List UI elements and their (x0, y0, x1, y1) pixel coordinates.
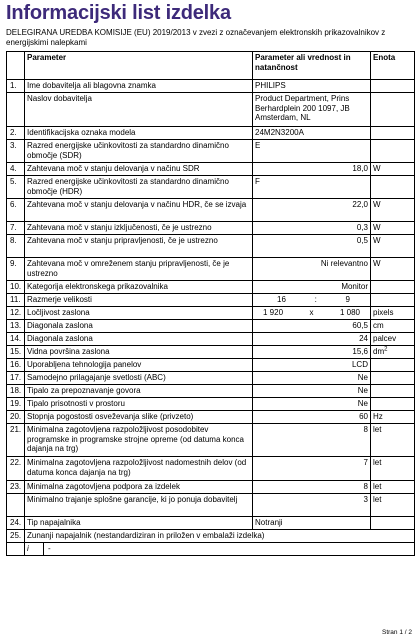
row-unit: pixels (371, 307, 415, 320)
table-header-row (7, 52, 415, 80)
row-label: Zahtevana moč v stanju delovanja v načinu SDR (25, 163, 253, 176)
table-row: 8. Zahtevana moč v stanju pripravljenosti, če je ustrezno 0,5 W (7, 235, 415, 258)
regulation-intro: DELEGIRANA UREDBA KOMISIJE (EU) 2019/2013 v zvezi z označevanjem elektronskih prikazovalnikov z energijskimi nalepkami (6, 28, 386, 47)
row-label: Minimalna zagotovljena podpora za izdelek (25, 481, 253, 494)
row-value (253, 294, 371, 307)
row-value: Ne (253, 398, 371, 411)
row-unit: W (371, 258, 415, 281)
header-parameter: Parameter (25, 52, 253, 80)
row-label: Tipalo za prepoznavanje govora (25, 385, 253, 398)
row-label: Naslov dobavitelja (25, 93, 253, 127)
table-row: 22. Minimalna zagotovljena razpoložljivost nadomestnih delov (od datuma konca dajanja na trg) 7 let (7, 457, 415, 481)
row-label: Ločljivost zaslona (25, 307, 253, 320)
row-unit: Hz (371, 411, 415, 424)
resolution-width: 1 920 (263, 308, 284, 317)
table-row: 6. Zahtevana moč v stanju delovanja v načinu HDR, če se izvaja 22,0 W (7, 199, 415, 222)
row-label: Zahtevana moč v stanju izključenosti, če je ustrezno (25, 222, 253, 235)
row-label: Zahtevana moč v stanju delovanja v načinu HDR, če se izvaja (25, 199, 253, 222)
resolution-height: 1 080 (339, 308, 360, 317)
row-label: Stopnja pogostosti osveževanja slike (privzeto) (25, 411, 253, 424)
row-unit: W (371, 163, 415, 176)
row-value: Ne (253, 372, 371, 385)
table-row: 14. Diagonala zaslona 24 palcev (7, 333, 415, 346)
row-value: F (253, 176, 371, 199)
row-value: PHILIPS (253, 80, 371, 93)
row-label: Vidna površina zaslona (25, 346, 253, 359)
row-value: Ni relevantno (253, 258, 371, 281)
row-label: Tipalo prisotnosti v prostoru (25, 398, 253, 411)
row-value: 15,6 (253, 346, 371, 359)
row-value: Monitor (253, 281, 371, 294)
table-row: 19. Tipalo prisotnosti v prostoru Ne (7, 398, 415, 411)
aspect-separator: : (314, 295, 317, 304)
row-value (253, 307, 371, 320)
sub-row-value: - (48, 544, 51, 553)
row-label: Minimalno trajanje splošne garancije, ki jo ponuja dobavitelj (25, 494, 253, 517)
table-row (7, 494, 415, 517)
aspect-height: 9 (345, 295, 350, 304)
row-value: E (253, 140, 371, 163)
row-value: LCD (253, 359, 371, 372)
row-value: 24M2N3200A (253, 127, 371, 140)
row-unit: W (371, 222, 415, 235)
row-unit: $dm^2$ (371, 346, 415, 359)
row-label: Ime dobavitelja ali blagovna znamka (25, 80, 253, 93)
row-value: Ne (253, 385, 371, 398)
table-row: 9. Zahtevana moč v omreženem stanju pripravljenosti, če je ustrezno Ni relevantno W (7, 258, 415, 281)
table-row: 24. Tip napajalnika Notranji (7, 517, 415, 530)
row-value: 7 (253, 457, 371, 481)
product-information-table (6, 51, 415, 556)
table-row: 3. Razred energijske učinkovitosti za standardno dinamično območje (SDR) E (7, 140, 415, 163)
row-unit: let (371, 481, 415, 494)
row-value: 3 (253, 494, 371, 517)
row-label: Razred energijske učinkovitosti za standardno dinamično območje (HDR) (25, 176, 253, 199)
row-value: 60,5 (253, 320, 371, 333)
table-row: 12. Ločljivost zaslona 1 920 x 1 080 pixels (7, 307, 415, 320)
table-row: 15. Vidna površina zaslona 15,6 $dm^2$ (7, 346, 415, 359)
table-row: 4. Zahtevana moč v stanju delovanja v načinu SDR 18,0 W (7, 163, 415, 176)
row-value: 60 (253, 411, 371, 424)
row-label: Samodejno prilagajanje svetlosti (ABC) (25, 372, 253, 385)
table-row: 21. Minimalna zagotovljena razpoložljivost posodobitev programske in programske strojne opreme (od datuma konca dajanja na trg) 8 let (7, 424, 415, 457)
aspect-width: 16 (277, 295, 286, 304)
sub-row (25, 543, 415, 556)
row-value: 0,5 (253, 235, 371, 258)
table-row: 2. Identifikacijska oznaka modela 24M2N3200A (7, 127, 415, 140)
document-title: Informacijski list izdelka (6, 2, 231, 24)
table-row: 7. Zahtevana moč v stanju izključenosti, če je ustrezno 0,3 W (7, 222, 415, 235)
table-row: 10. Kategorija elektronskega prikazovalnika Monitor (7, 281, 415, 294)
row-value: 8 (253, 481, 371, 494)
resolution-separator: x (309, 308, 314, 317)
row-label: Minimalna zagotovljena razpoložljivost nadomestnih delov (od datuma konca dajanja na trg) (25, 457, 253, 481)
table-row: 20. Stopnja pogostosti osveževanja slike (privzeto) 60 Hz (7, 411, 415, 424)
table-row: 13. Diagonala zaslona 60,5 cm (7, 320, 415, 333)
row-unit: let (371, 424, 415, 457)
row-label: Diagonala zaslona (25, 333, 253, 346)
row-unit: palcev (371, 333, 415, 346)
row-label: Diagonala zaslona (25, 320, 253, 333)
row-unit: cm (371, 320, 415, 333)
table-row: 23. Minimalna zagotovljena podpora za izdelek 8 let (7, 481, 415, 494)
row-label: Zahtevana moč v omreženem stanju pripravljenosti, če je ustrezno (25, 258, 253, 281)
table-row: 11. Razmerje velikosti 16 : 9 (7, 294, 415, 307)
sub-row-index: i (25, 543, 44, 555)
row-label: Zunanji napajalnik (nestandardiziran in priložen v embalaži izdelka) (25, 530, 415, 543)
row-unit: let (371, 457, 415, 481)
row-unit: let (371, 494, 415, 517)
row-label: Tip napajalnika (25, 517, 253, 530)
row-unit: W (371, 199, 415, 222)
row-label: Zahtevana moč v stanju pripravljenosti, če je ustrezno (25, 235, 253, 258)
header-unit: Enota (371, 52, 415, 80)
row-label: Razmerje velikosti (25, 294, 253, 307)
table-row: 25. Zunanji napajalnik (nestandardiziran in priložen v embalaži izdelka) (7, 530, 415, 543)
row-value: 24 (253, 333, 371, 346)
row-label: Minimalna zagotovljena razpoložljivost posodobitev programske in programske strojne opreme (od datuma konca dajanja na trg) (25, 424, 253, 457)
table-row (7, 543, 415, 556)
table-row: 16. Uporabljena tehnologija panelov LCD (7, 359, 415, 372)
row-unit: W (371, 235, 415, 258)
row-value: 18,0 (253, 163, 371, 176)
table-row: 1. Ime dobavitelja ali blagovna znamka PHILIPS (7, 80, 415, 93)
table-row (7, 93, 415, 127)
row-label: Identifikacijska oznaka modela (25, 127, 253, 140)
table-row: 5. Razred energijske učinkovitosti za standardno dinamično območje (HDR) F (7, 176, 415, 199)
page-number: Stran 1 / 2 (382, 629, 412, 636)
row-label: Uporabljena tehnologija panelov (25, 359, 253, 372)
header-value: Parameter ali vrednost in natančnost (253, 52, 371, 80)
row-value: 8 (253, 424, 371, 457)
table-row: 18. Tipalo za prepoznavanje govora Ne (7, 385, 415, 398)
row-value: 22,0 (253, 199, 371, 222)
row-value: Product Department, Prins Berhardplein 200 1097, JB Amsterdam, NL (253, 93, 371, 127)
row-label: Kategorija elektronskega prikazovalnika (25, 281, 253, 294)
row-value: 0,3 (253, 222, 371, 235)
row-label: Razred energijske učinkovitosti za standardno dinamično območje (SDR) (25, 140, 253, 163)
table-row: 17. Samodejno prilagajanje svetlosti (ABC) Ne (7, 372, 415, 385)
row-value: Notranji (253, 517, 371, 530)
